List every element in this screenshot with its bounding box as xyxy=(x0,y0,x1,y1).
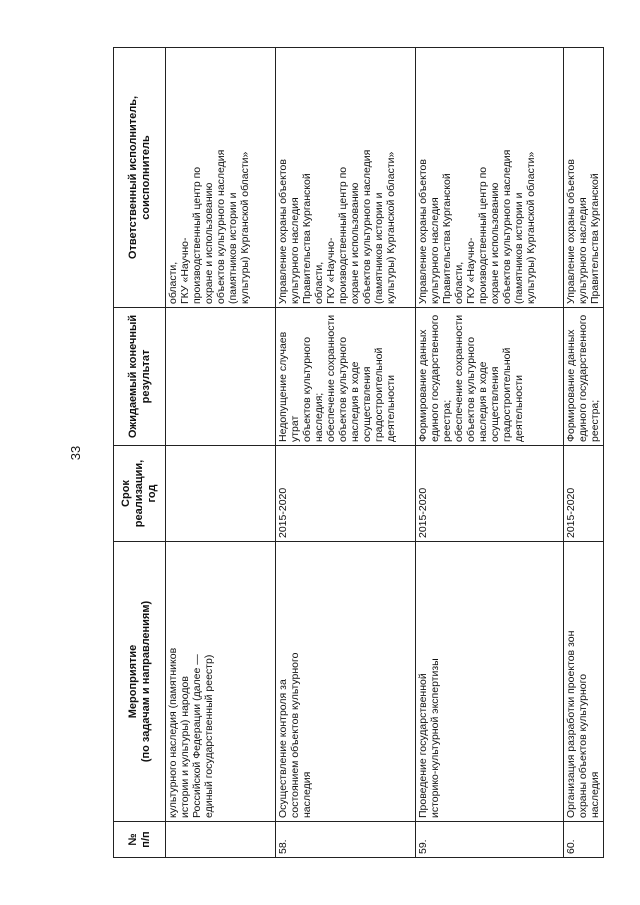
header-executor: Ответственный исполнитель, соисполнитель xyxy=(114,48,166,308)
cell-executor: области, ГКУ «Научно- производственный центр по охране и использованию объектов культурного наследия (памятников истории и культуры) Курганской области» xyxy=(166,48,276,308)
cell-result xyxy=(166,308,276,446)
cell-period xyxy=(166,446,276,542)
cell-result: Формирование данных единого государственного реестра; обеспечение сохранности объектов культурного наследия в ходе осуществления градостроительной деятельности xyxy=(416,308,564,446)
cell-num: 59. xyxy=(416,822,564,858)
rotated-table-container xyxy=(113,48,601,858)
cell-executor: Управление охраны объектов культурного наследия Правительства Курганской области, ГКУ «Научно- производственный центр по охране и использованию объектов культурного наследия (памятников истории и культуры) Курганской области» xyxy=(276,48,416,308)
header-event: Мероприятие (по задачам и направлениям) xyxy=(114,542,166,822)
cell-num: 60. xyxy=(564,822,604,858)
cell-result: Формирование данных единого государственного реестра; xyxy=(564,308,604,446)
table-row xyxy=(564,48,604,858)
table-row xyxy=(416,48,564,858)
page-number: 33 xyxy=(68,445,83,461)
header-result: Ожидаемый конечный результат xyxy=(114,308,166,446)
header-period: Срок реализации, год xyxy=(114,446,166,542)
cell-period: 2015-2020 xyxy=(416,446,564,542)
cell-period: 2015-2020 xyxy=(564,446,604,542)
cell-event: культурного наследия (памятников истории и культуры) народов Российской Федерации (далее — единый государственный реестр) xyxy=(166,542,276,822)
cell-num xyxy=(166,822,276,858)
table-row xyxy=(276,48,416,858)
measures-table xyxy=(113,47,604,858)
cell-num: 58. xyxy=(276,822,416,858)
cell-event: Организация разработки проектов зон охраны объектов культурного наследия xyxy=(564,542,604,822)
cell-event: Осуществление контроля за состоянием объектов культурного наследия xyxy=(276,542,416,822)
header-num: № п/п xyxy=(114,822,166,858)
cell-event: Проведение государственной историко-культурной экспертизы xyxy=(416,542,564,822)
cell-executor: Управление охраны объектов культурного наследия Правительства Курганской области, ГКУ «Научно- производственный центр по охране и использованию объектов культурного наследия (памятников истории и культуры) Курганской области» xyxy=(416,48,564,308)
cell-executor: Управление охраны объектов культурного наследия Правительства Курганской xyxy=(564,48,604,308)
table-row xyxy=(166,48,276,858)
cell-period: 2015-2020 xyxy=(276,446,416,542)
table-header-row xyxy=(114,48,166,858)
cell-result: Недопущение случаев утрат объектов культурного наследия; обеспечение сохранности объектов культурного наследия в ходе осуществления градостроительной деятельности xyxy=(276,308,416,446)
